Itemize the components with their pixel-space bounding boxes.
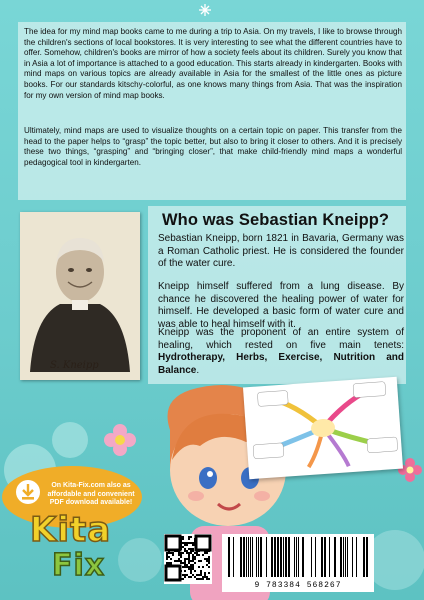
qr-module: [198, 578, 200, 580]
qr-module: [202, 576, 204, 578]
qr-module: [168, 552, 170, 554]
qr-module: [196, 574, 198, 576]
qr-module: [172, 552, 174, 554]
qr-module: [188, 548, 190, 550]
bio-paragraph-3-intro: Kneipp was the proponent of an entire system of healing, which rested on five main tenets:: [158, 327, 404, 351]
qr-module: [190, 576, 192, 578]
qr-finder: [166, 566, 180, 580]
qr-module: [202, 566, 204, 568]
qr-module: [190, 572, 192, 574]
qr-module: [188, 552, 190, 554]
qr-module: [188, 536, 190, 538]
isbn-number: 9 783384 568267: [254, 581, 342, 590]
qr-module: [188, 558, 190, 560]
barcode-bar: [352, 537, 353, 577]
qr-module: [192, 564, 194, 566]
qr-module: [188, 560, 190, 562]
barcode-bar: [288, 537, 290, 577]
qr-module: [188, 576, 190, 578]
qr-module: [208, 556, 210, 558]
qr-module: [194, 556, 196, 558]
qr-module: [194, 562, 196, 564]
qr-module: [180, 562, 182, 564]
qr-module: [186, 542, 188, 544]
qr-module: [186, 550, 188, 552]
qr-module: [180, 554, 182, 556]
logo-word-kita: Kita: [30, 510, 112, 550]
qr-finder: [166, 536, 180, 550]
qr-module: [208, 578, 210, 580]
qr-module: [184, 574, 186, 576]
signature: S. Kneipp: [50, 360, 99, 371]
qr-module: [196, 578, 198, 580]
qr-module: [184, 542, 186, 544]
qr-module: [192, 542, 194, 544]
qr-module: [202, 554, 204, 556]
qr-module: [178, 552, 180, 554]
qr-module: [180, 560, 182, 562]
qr-module: [184, 570, 186, 572]
qr-module: [166, 556, 168, 558]
qr-module: [168, 556, 170, 558]
qr-module: [190, 548, 192, 550]
barcode-bar: [334, 537, 336, 577]
qr-module: [184, 562, 186, 564]
qr-module: [194, 576, 196, 578]
qr-module: [168, 562, 170, 564]
barcode-bar: [283, 537, 284, 577]
qr-module: [186, 552, 188, 554]
qr-module: [186, 564, 188, 566]
qr-module: [184, 560, 186, 562]
barcode-bar: [246, 537, 247, 577]
qr-module: [204, 558, 206, 560]
qr-module: [184, 558, 186, 560]
bio-paragraph-3-end: .: [196, 364, 200, 376]
qr-module: [206, 560, 208, 562]
barcode-bar: [266, 537, 267, 577]
qr-module: [184, 566, 186, 568]
qr-module: [206, 552, 208, 554]
qr-module: [180, 552, 182, 554]
barcode-bar: [271, 537, 273, 577]
barcode-bar: [311, 537, 312, 577]
barcode-bar: [345, 537, 346, 577]
qr-module: [188, 542, 190, 544]
barcode-bar: [315, 537, 316, 577]
qr-module: [190, 542, 192, 544]
qr-module: [184, 564, 186, 566]
qr-module: [182, 578, 184, 580]
barcode-bar: [321, 537, 323, 577]
barcode-bar: [340, 537, 342, 577]
barcode-bar: [302, 537, 304, 577]
barcode-bar: [277, 537, 279, 577]
barcode-bar: [243, 537, 245, 577]
snowflake-icon: [199, 4, 211, 16]
qr-module: [182, 562, 184, 564]
intro-paragraph-1: The idea for my mind map books came to me during a trip to Asia. On my travels, I like to browse through the children's sections of local bookstores. It is very interesting to see what the different countries have to offer. Somehow, children's books are mirror of how a society feels about its children. Surely you know that in Asia a lot of importance is attached to a good education. This starts already in kindergarten. Books with mind maps on various topics are already available in Asia for the smallest of the little ones as picture books. For our standards kitschy-colorful, as one knows many things from Asia. That was the inspiration for my own version of mind map books.: [24, 27, 402, 100]
qr-module: [206, 576, 208, 578]
qr-module: [192, 556, 194, 558]
qr-module: [192, 554, 194, 556]
barcode-bar: [296, 537, 297, 577]
barcode-bar: [363, 537, 365, 577]
qr-module: [196, 552, 198, 554]
qr-module: [166, 562, 168, 564]
qr-module: [192, 560, 194, 562]
bio-heading: Who was Sebastian Kneipp?: [162, 211, 390, 229]
barcode-bar: [260, 537, 262, 577]
qr-module: [188, 554, 190, 556]
qr-module: [208, 562, 210, 564]
qr-module: [186, 566, 188, 568]
qr-module: [190, 536, 192, 538]
qr-module: [190, 560, 192, 562]
barcode-bar: [329, 537, 330, 577]
barcode-bar: [240, 537, 242, 577]
qr-module: [200, 570, 202, 572]
qr-module: [182, 566, 184, 568]
barcode-bar: [356, 537, 357, 577]
qr-module: [178, 554, 180, 556]
qr-module: [192, 568, 194, 570]
qr-module: [192, 558, 194, 560]
qr-module: [174, 560, 176, 562]
qr-module: [182, 536, 184, 538]
bio-paragraph-1: Sebastian Kneipp, born 1821 in Bavaria, Germany was a Roman Catholic priest. He is considered the founder of the water cure.: [158, 233, 404, 270]
qr-module: [190, 568, 192, 570]
barcode-bar: [294, 537, 295, 577]
qr-module: [196, 554, 198, 556]
qr-module: [192, 550, 194, 552]
kita-fix-logo: [30, 510, 140, 590]
qr-module: [206, 558, 208, 560]
qr-module: [170, 558, 172, 560]
bio-paragraph-2: Kneipp himself suffered from a lung disease. By chance he discovered the healing power of water for himself. He developed a basic form of water cure and was able to heal himself with it.: [158, 281, 404, 330]
qr-module: [194, 570, 196, 572]
barcode-bar: [285, 537, 287, 577]
qr-module: [204, 576, 206, 578]
qr-module: [184, 544, 186, 546]
qr-module: [198, 574, 200, 576]
qr-module: [188, 538, 190, 540]
qr-module: [190, 552, 192, 554]
qr-module: [182, 552, 184, 554]
barcode-bar: [280, 537, 282, 577]
qr-module: [182, 542, 184, 544]
qr-module: [190, 550, 192, 552]
qr-module: [198, 554, 200, 556]
qr-module: [186, 558, 188, 560]
qr-module: [192, 574, 194, 576]
qr-module: [206, 564, 208, 566]
qr-finder: [196, 536, 210, 550]
qr-module: [200, 578, 202, 580]
barcode-bar: [256, 537, 257, 577]
qr-module: [170, 562, 172, 564]
qr-module: [188, 556, 190, 558]
qr-module: [204, 572, 206, 574]
barcode-bar: [258, 537, 259, 577]
qr-code: [164, 534, 212, 584]
qr-module: [182, 574, 184, 576]
download-note: On Kita-Fix.com also as affordable and convenient PDF download available!: [47, 482, 135, 507]
bio-tenets: Hydrotherapy, Herbs, Exercise, Nutrition and Balance: [158, 352, 404, 376]
flower-icon: [104, 424, 136, 456]
qr-module: [198, 560, 200, 562]
qr-module: [178, 560, 180, 562]
barcode-bar: [250, 537, 251, 577]
qr-module: [166, 554, 168, 556]
download-icon: [16, 480, 40, 504]
qr-module: [166, 558, 168, 560]
qr-module: [190, 566, 192, 568]
qr-module: [200, 560, 202, 562]
barcode-bar: [298, 537, 299, 577]
portrait-engraving: [20, 212, 140, 380]
qr-module: [180, 556, 182, 558]
qr-module: [182, 538, 184, 540]
barcode-bar: [274, 537, 276, 577]
qr-module: [190, 570, 192, 572]
qr-module: [208, 560, 210, 562]
mind-map-thumbnail: [243, 377, 403, 480]
qr-module: [204, 552, 206, 554]
qr-module: [170, 552, 172, 554]
logo-word-fix: Fix: [52, 548, 106, 583]
barcode-bar: [324, 537, 326, 577]
barcode-bar: [228, 537, 230, 577]
qr-module: [198, 566, 200, 568]
mind-map-drawing: [243, 377, 403, 480]
barcode-bar: [252, 537, 253, 577]
qr-module: [190, 564, 192, 566]
qr-module: [188, 568, 190, 570]
qr-module: [208, 558, 210, 560]
qr-module: [208, 566, 210, 568]
qr-module: [186, 544, 188, 546]
barcode-bar: [233, 537, 234, 577]
qr-module: [202, 578, 204, 580]
qr-module: [192, 566, 194, 568]
qr-module: [172, 554, 174, 556]
qr-module: [184, 548, 186, 550]
qr-module: [188, 566, 190, 568]
qr-module: [184, 550, 186, 552]
qr-module: [178, 558, 180, 560]
qr-module: [176, 560, 178, 562]
qr-module: [186, 574, 188, 576]
bg-bubble: [52, 422, 88, 458]
barcode-bar: [248, 537, 249, 577]
qr-module: [184, 576, 186, 578]
barcode-bar: [347, 537, 348, 577]
qr-module: [206, 578, 208, 580]
qr-module: [194, 558, 196, 560]
qr-module: [192, 548, 194, 550]
bio-paragraph-3: [158, 327, 404, 377]
barcode-bar: [343, 537, 344, 577]
intro-paragraph-2: Ultimately, mind maps are used to visualize thoughts on a certain topic on paper. This transfer from the head to the paper helps to “grasp” the topic better, but also to bring it closer to others. And it is precisely these two things, “grasping” and “bringing closer”, that make child-friendly mind maps a wonderful pedagogical tool in kindergarten.: [24, 126, 402, 167]
qr-module: [188, 562, 190, 564]
qr-module: [204, 574, 206, 576]
qr-module: [200, 572, 202, 574]
kneipp-portrait: [20, 212, 140, 380]
qr-module: [192, 544, 194, 546]
qr-module: [182, 546, 184, 548]
qr-module: [200, 574, 202, 576]
qr-module: [194, 552, 196, 554]
qr-module: [208, 572, 210, 574]
barcode-bar: [366, 537, 368, 577]
qr-module: [166, 552, 168, 554]
